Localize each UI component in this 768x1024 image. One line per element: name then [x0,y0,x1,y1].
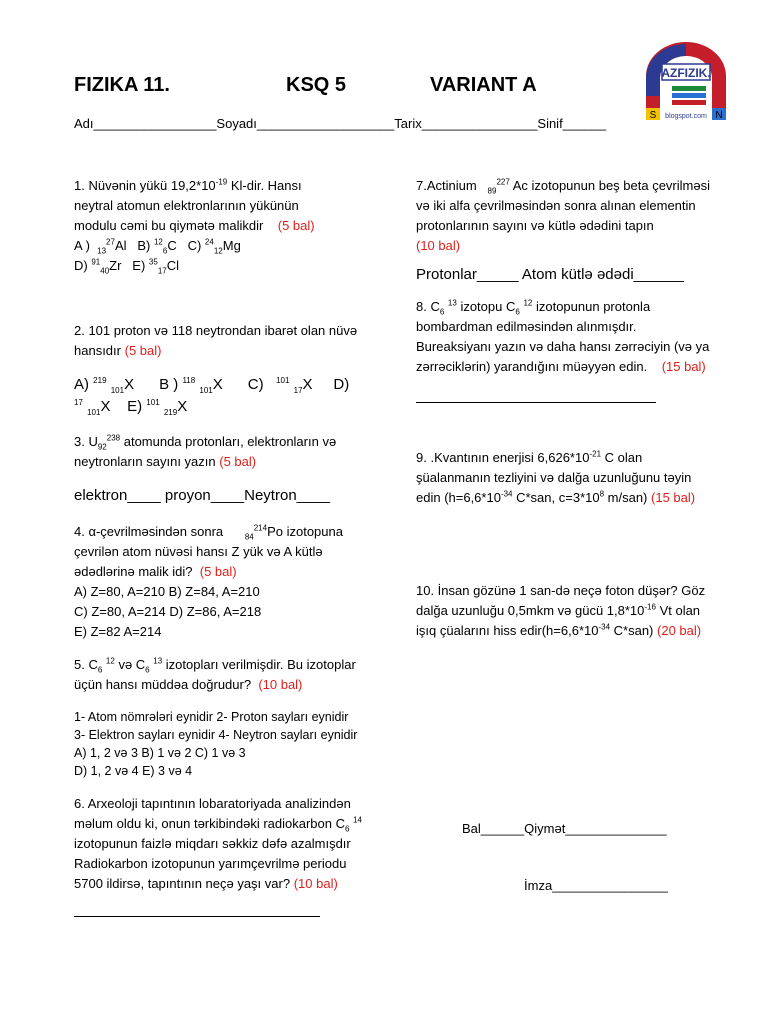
q10-points: (20 bal) [657,623,702,638]
question-3: 3. $U_{92}^{238}$ atomunda protonları, elektronların və neytronların sayını yazın (5 bal) [74,433,337,469]
q5-options: 1- Atom nömrələri eynidir 2- Proton sayları eynidir 3- Elektron sayları eynidir 4- Neytron sayları eynidir A) 1, 2 və 3 B) 1 və 2 C) 1 və 3 D) 1, 2 və 4 E) 3 və 4 [74,710,358,778]
student-info-fields: Adı_________________Soyadı___________________Tarix________________Sinif______ [74,116,607,131]
q2-options: A) $^{219}$ $_{101}$X B ) $^{118}$ $_{101}$X C) $^{101}$ $_{17}$X D) $^{17}$ $_{101}$X E) $^{101}$ $_{219}$X [74,376,350,417]
question-4: 4. α-çevrilməsindən sonra $_{84}^{214}$Po izotopuna çevrilən atom nüvəsi hansı Z yük və A kütlə ədədlərinə malik idi? (5 bal) A) Z=80, A=210 B) Z=84, A=210 C) Z=80, A=214 D) Z=86, A=218 E) Z=82 A=214 [74,523,343,639]
svg-text:N: N [715,110,723,121]
subject-title: FIZIKA 11. [74,74,170,96]
q6-answer-line [74,916,320,917]
question-1: 1. Nüvənin yükü $19,2*10^{-19}$ Kl-dir. Hansı neytral atomun elektronlarının yükünün modulu cəmi bu qiymətə malikdir (5 bal) A ) $_{13}^{27}$Al B) $^{12}_6$C C) $^{24}_{12}$Mg D) $^{91}_{40}$Zr E) $^{35}_{17}$Cl [74,177,315,276]
question-5: 5. $C_6$ $^{12}$ və $C_6$ $^{13}$ izotopları verilmişdir. Bu izotoplar üçün hansı müddəa doğrudur? (10 bal) [74,656,356,692]
q7-answer-line: Protonlar_____ Atom kütlə ədədi______ [416,266,684,283]
variant-title: VARIANT A [430,74,537,96]
question-8: 8. $C_6$ $^{13}$ izotopu $C_6$ $^{12}$ izotopunun protonla bombardman edilməsindən alınmışdır. Bureaksiyanı yazın və daha hansı zərrəciyin (və ya zərrəciklərin) yarandığını müəyyən edin. (15 bal) [416,298,710,374]
question-7: 7.Actinium $_{89}^{227}$ Ac izotopunun beş beta çevrilməsi və iki alfa çevrilməsindən sonra alınan elementin protonlarının sayını və kütlə ədədini tapın (10 bal) [416,176,736,256]
q9-points: (15 bal) [651,490,696,505]
q2-points: (5 bal) [124,343,162,358]
question-9: 9. .Kvantının enerjisi $6,626*10^{-21}$ C olan şüalanmanın tezliyini və dalğa uzunluğunu təyin edin ($h=6,6*10^{-34}$ C*san, $c=3*10^8$ m/san) (15 bal) [416,449,696,505]
q8-points: (15 bal) [661,359,706,374]
azfizik-logo [632,36,740,122]
svg-text:S: S [649,110,657,121]
q3-points: (5 bal) [219,454,257,469]
question-6: 6. Arxeoloji tapıntının lobaratoriyada analizindən məlum oldu ki, onun tərkibindəki radiokarbon $C_6$ $^{14}$ izotopunun faizlə miqdarı səkkiz dəfə azalmışdır Radiokarbon izotopunun yarımçevrilmə periodu 5700 ildirsə, tapıntının neçə yaşı var? (10 bal) [74,796,362,891]
q3-answer-line: elektron____ proyon____Neytron____ [74,487,331,504]
q8-answer-line [416,402,656,403]
svg-text:blogspot.com: blogspot.com [665,113,707,120]
logo-text: AZFIZIK. [661,66,711,80]
score-grade-field: Bal______Qiymət______________ [462,821,667,836]
q4-points: (5 bal) [199,564,237,579]
q1-points: (5 bal) [277,218,315,233]
q7-points: (10 bal) [416,238,461,253]
question-10: 10. İnsan gözünə 1 san-də neçə foton düşər? Göz dalğa uzunluğu 0,5mkm və gücü $1,8*10^{-16}$ Vt olan işıq çüalarını hiss $edir(h=6,6*10^{-34}$ C*san) (20 bal) [416,583,706,638]
q5-points: (10 bal) [258,677,303,692]
q6-points: (10 bal) [293,876,338,891]
test-title: KSQ 5 [286,74,347,96]
question-2: 2. 101 proton və 118 neytrondan ibarət olan nüvə hansıdır (5 bal) [74,323,358,358]
signature-field: İmza________________ [524,878,668,893]
